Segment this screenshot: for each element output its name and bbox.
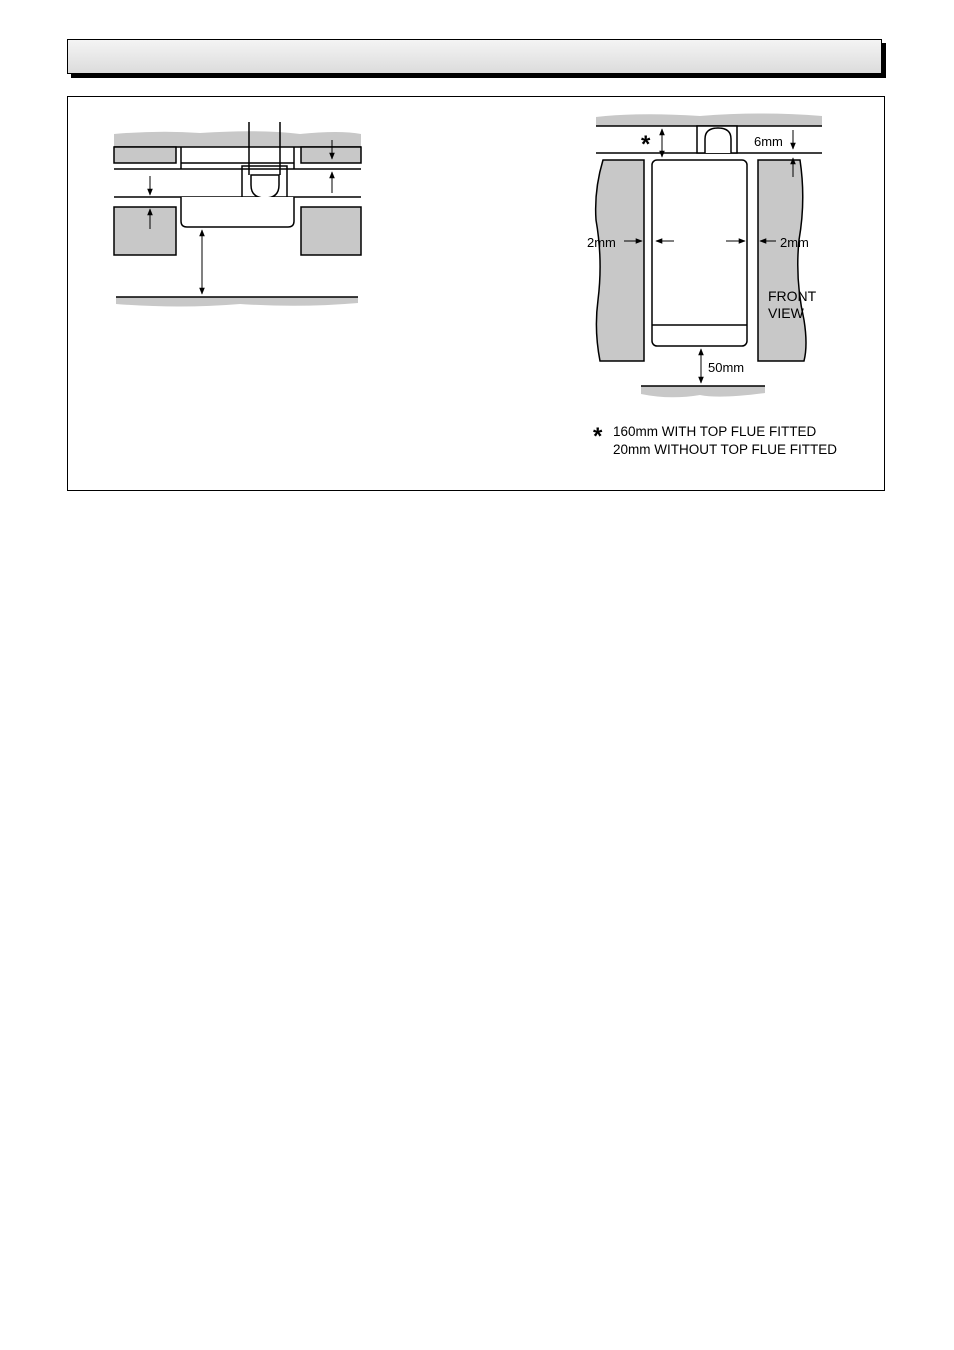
- note-marker: *: [593, 423, 603, 450]
- side-lower-right-cabinet: [301, 207, 361, 255]
- side-appliance-body: [181, 197, 294, 227]
- side-floor: [116, 297, 358, 307]
- front-flue-stub: [705, 128, 731, 153]
- front-right-cabinet: [758, 160, 806, 361]
- side-flue-elbow: [251, 175, 279, 198]
- note-line2: 20mm WITHOUT TOP FLUE FITTED: [613, 442, 838, 457]
- side-view-diagram: [114, 122, 361, 307]
- front-bottom-gap-label: 50mm: [708, 360, 745, 375]
- side-upper-left-cabinet: [114, 147, 176, 163]
- side-lower-left-cabinet: [114, 207, 176, 255]
- front-ceiling: [596, 114, 822, 127]
- front-view-diagram: [596, 114, 822, 398]
- note-line1: 160mm WITH TOP FLUE FITTED: [613, 424, 817, 439]
- front-view-label-line2: VIEW: [768, 305, 804, 321]
- side-top-wall: [114, 131, 361, 147]
- side-upper-right-cabinet: [301, 147, 361, 163]
- front-view-label-line1: FRONT: [768, 288, 817, 304]
- front-left-cabinet: [596, 160, 644, 361]
- front-top-gap-label: 6mm: [754, 134, 783, 149]
- front-floor: [641, 386, 765, 397]
- front-right-gap-label: 2mm: [780, 235, 809, 250]
- front-top-marker: *: [641, 131, 651, 158]
- front-appliance-body: [652, 160, 747, 346]
- front-left-gap-label: 2mm: [587, 235, 616, 250]
